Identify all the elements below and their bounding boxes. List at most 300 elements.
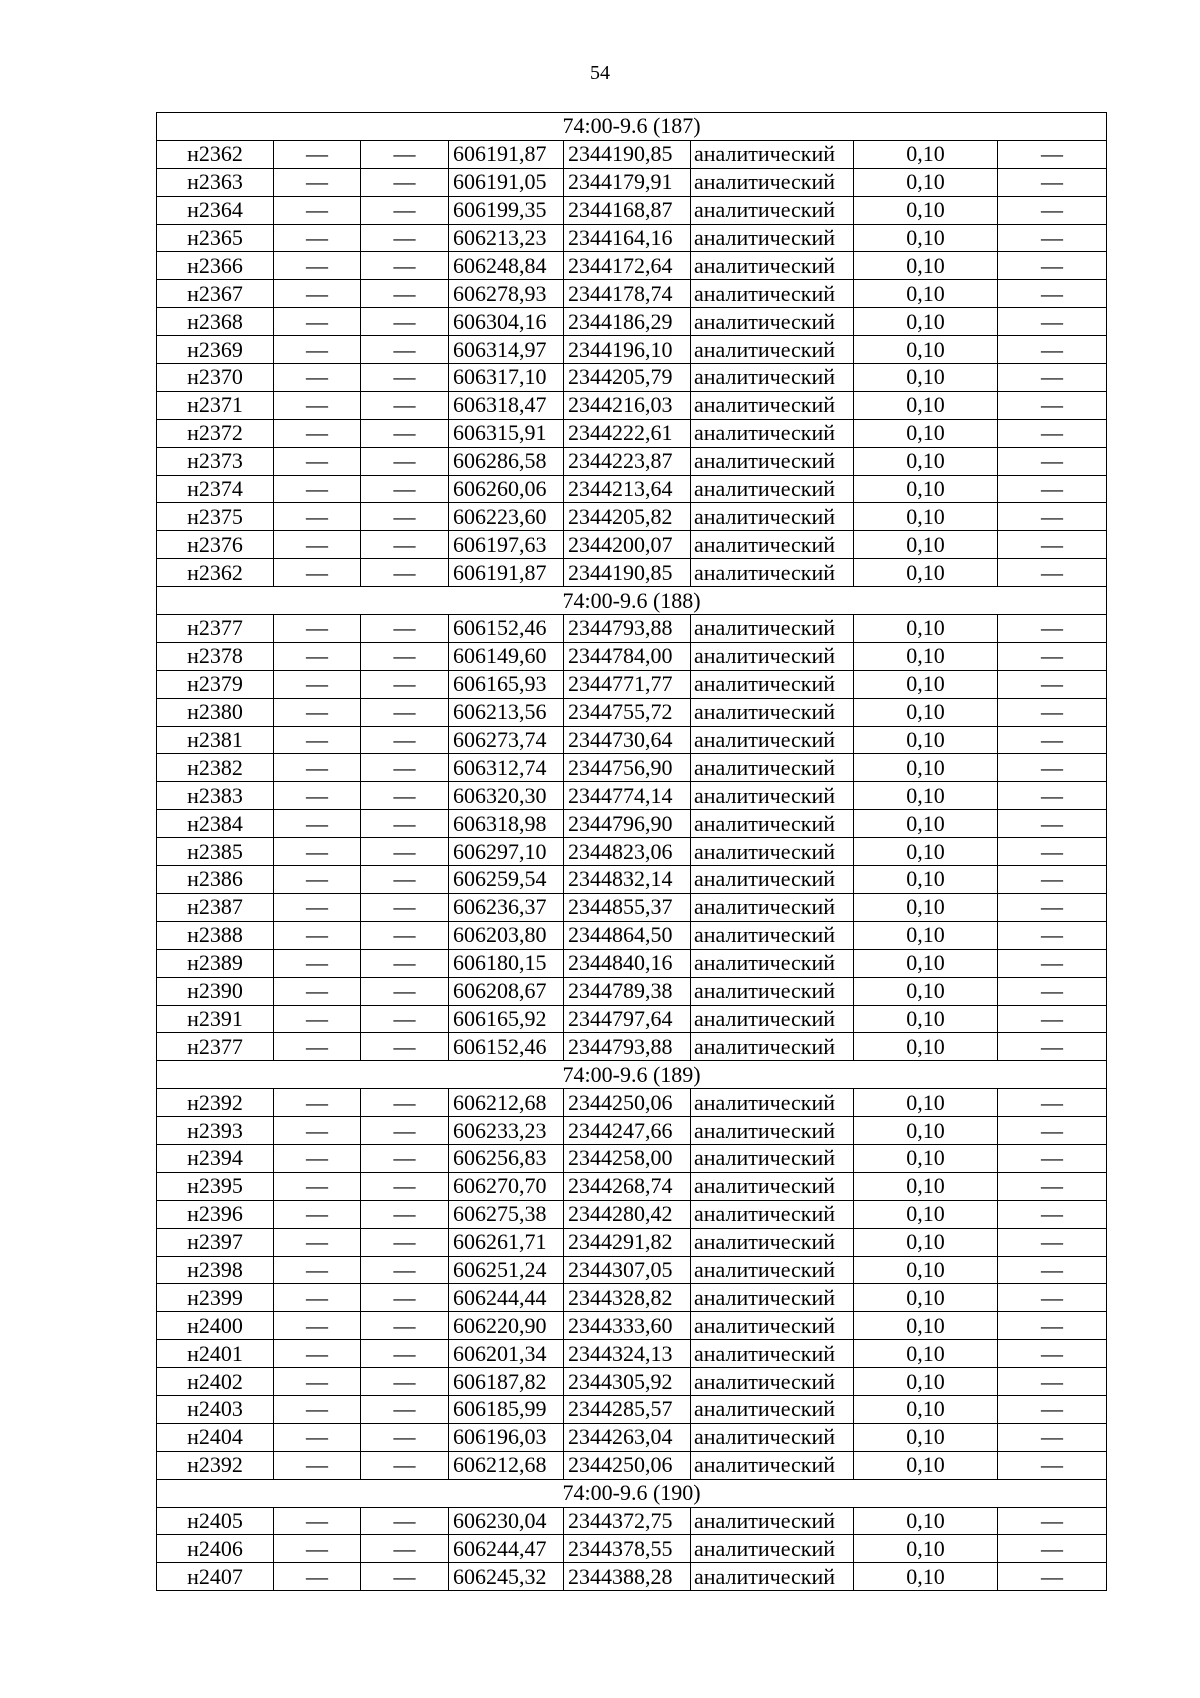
section-header-row (157, 1061, 1107, 1089)
accuracy-cell: 0,10 (854, 1200, 998, 1228)
dash-cell: — (274, 196, 361, 224)
x-coordinate-cell: 606236,37 (449, 893, 564, 921)
y-coordinate-cell: 2344280,42 (564, 1200, 691, 1228)
method-cell: аналитический (691, 949, 854, 977)
x-coordinate-cell: 606270,70 (449, 1172, 564, 1200)
dash-cell: — (998, 168, 1107, 196)
dash-cell: — (274, 1451, 361, 1479)
point-cell: н2370 (157, 364, 274, 392)
y-coordinate-cell: 2344864,50 (564, 921, 691, 949)
x-coordinate-cell: 606191,87 (449, 140, 564, 168)
dash-cell: — (361, 168, 449, 196)
y-coordinate-cell: 2344247,66 (564, 1117, 691, 1145)
accuracy-cell: 0,10 (854, 224, 998, 252)
point-cell: н2400 (157, 1312, 274, 1340)
dash-cell: — (998, 921, 1107, 949)
dash-cell: — (998, 419, 1107, 447)
y-coordinate-cell: 2344832,14 (564, 866, 691, 894)
accuracy-cell: 0,10 (854, 1144, 998, 1172)
point-cell: н2384 (157, 810, 274, 838)
table-row (157, 1395, 1107, 1423)
point-cell: н2386 (157, 866, 274, 894)
table-row (157, 503, 1107, 531)
dash-cell: — (998, 224, 1107, 252)
y-coordinate-cell: 2344784,00 (564, 642, 691, 670)
method-cell: аналитический (691, 838, 854, 866)
point-cell: н2362 (157, 559, 274, 587)
dash-cell: — (274, 1284, 361, 1312)
dash-cell: — (998, 1535, 1107, 1563)
dash-cell: — (274, 168, 361, 196)
table-row (157, 308, 1107, 336)
method-cell: аналитический (691, 280, 854, 308)
dash-cell: — (998, 503, 1107, 531)
dash-cell: — (998, 140, 1107, 168)
method-cell: аналитический (691, 447, 854, 475)
table-row (157, 1423, 1107, 1451)
dash-cell: — (274, 447, 361, 475)
dash-cell: — (274, 893, 361, 921)
dash-cell: — (998, 977, 1107, 1005)
accuracy-cell: 0,10 (854, 726, 998, 754)
method-cell: аналитический (691, 1033, 854, 1061)
dash-cell: — (998, 1228, 1107, 1256)
dash-cell: — (998, 447, 1107, 475)
dash-cell: — (998, 1423, 1107, 1451)
dash-cell: — (274, 503, 361, 531)
x-coordinate-cell: 606201,34 (449, 1340, 564, 1368)
dash-cell: — (998, 782, 1107, 810)
dash-cell: — (361, 615, 449, 643)
x-coordinate-cell: 606212,68 (449, 1089, 564, 1117)
dash-cell: — (274, 866, 361, 894)
dash-cell: — (361, 252, 449, 280)
x-coordinate-cell: 606260,06 (449, 475, 564, 503)
table-row (157, 1340, 1107, 1368)
dash-cell: — (274, 559, 361, 587)
accuracy-cell: 0,10 (854, 642, 998, 670)
table-row (157, 1089, 1107, 1117)
method-cell: аналитический (691, 1089, 854, 1117)
dash-cell: — (361, 810, 449, 838)
point-cell: н2367 (157, 280, 274, 308)
y-coordinate-cell: 2344190,85 (564, 559, 691, 587)
y-coordinate-cell: 2344200,07 (564, 531, 691, 559)
dash-cell: — (274, 140, 361, 168)
point-cell: н2377 (157, 1033, 274, 1061)
x-coordinate-cell: 606318,98 (449, 810, 564, 838)
dash-cell: — (361, 1423, 449, 1451)
point-cell: н2401 (157, 1340, 274, 1368)
x-coordinate-cell: 606180,15 (449, 949, 564, 977)
y-coordinate-cell: 2344756,90 (564, 754, 691, 782)
x-coordinate-cell: 606220,90 (449, 1312, 564, 1340)
x-coordinate-cell: 606191,87 (449, 559, 564, 587)
dash-cell: — (998, 1284, 1107, 1312)
dash-cell: — (361, 838, 449, 866)
x-coordinate-cell: 606187,82 (449, 1368, 564, 1396)
point-cell: н2372 (157, 419, 274, 447)
dash-cell: — (361, 1507, 449, 1535)
point-cell: н2406 (157, 1535, 274, 1563)
y-coordinate-cell: 2344793,88 (564, 1033, 691, 1061)
table-row (157, 336, 1107, 364)
x-coordinate-cell: 606197,63 (449, 531, 564, 559)
point-cell: н2362 (157, 140, 274, 168)
dash-cell: — (274, 782, 361, 810)
dash-cell: — (361, 726, 449, 754)
method-cell: аналитический (691, 1368, 854, 1396)
y-coordinate-cell: 2344258,00 (564, 1144, 691, 1172)
y-coordinate-cell: 2344213,64 (564, 475, 691, 503)
dash-cell: — (998, 1395, 1107, 1423)
dash-cell: — (361, 280, 449, 308)
point-cell: н2394 (157, 1144, 274, 1172)
accuracy-cell: 0,10 (854, 280, 998, 308)
dash-cell: — (361, 1089, 449, 1117)
accuracy-cell: 0,10 (854, 782, 998, 810)
dash-cell: — (274, 726, 361, 754)
point-cell: н2376 (157, 531, 274, 559)
table-row (157, 364, 1107, 392)
accuracy-cell: 0,10 (854, 364, 998, 392)
dash-cell: — (274, 280, 361, 308)
table-row (157, 1172, 1107, 1200)
dash-cell: — (998, 1368, 1107, 1396)
accuracy-cell: 0,10 (854, 1563, 998, 1591)
point-cell: н2377 (157, 615, 274, 643)
section-title: 74:00-9.6 (187) (157, 113, 1107, 141)
dash-cell: — (361, 1535, 449, 1563)
table-row (157, 642, 1107, 670)
accuracy-cell: 0,10 (854, 196, 998, 224)
y-coordinate-cell: 2344793,88 (564, 615, 691, 643)
point-cell: н2382 (157, 754, 274, 782)
x-coordinate-cell: 606304,16 (449, 308, 564, 336)
table-row (157, 140, 1107, 168)
dash-cell: — (361, 503, 449, 531)
x-coordinate-cell: 606212,68 (449, 1451, 564, 1479)
dash-cell: — (274, 252, 361, 280)
y-coordinate-cell: 2344186,29 (564, 308, 691, 336)
dash-cell: — (361, 391, 449, 419)
method-cell: аналитический (691, 475, 854, 503)
method-cell: аналитический (691, 1507, 854, 1535)
dash-cell: — (274, 1200, 361, 1228)
dash-cell: — (998, 866, 1107, 894)
point-cell: н2364 (157, 196, 274, 224)
point-cell: н2399 (157, 1284, 274, 1312)
dash-cell: — (361, 1228, 449, 1256)
point-cell: н2380 (157, 698, 274, 726)
x-coordinate-cell: 606318,47 (449, 391, 564, 419)
table-body (157, 113, 1107, 1591)
dash-cell: — (361, 1284, 449, 1312)
dash-cell: — (361, 364, 449, 392)
y-coordinate-cell: 2344328,82 (564, 1284, 691, 1312)
section-header-row (157, 1479, 1107, 1507)
dash-cell: — (274, 1395, 361, 1423)
x-coordinate-cell: 606152,46 (449, 615, 564, 643)
method-cell: аналитический (691, 1144, 854, 1172)
point-cell: н2407 (157, 1563, 274, 1591)
method-cell: аналитический (691, 977, 854, 1005)
dash-cell: — (998, 1144, 1107, 1172)
x-coordinate-cell: 606259,54 (449, 866, 564, 894)
y-coordinate-cell: 2344796,90 (564, 810, 691, 838)
dash-cell: — (998, 1033, 1107, 1061)
dash-cell: — (274, 615, 361, 643)
x-coordinate-cell: 606165,93 (449, 670, 564, 698)
dash-cell: — (998, 1005, 1107, 1033)
dash-cell: — (998, 1451, 1107, 1479)
point-cell: н2374 (157, 475, 274, 503)
dash-cell: — (274, 642, 361, 670)
dash-cell: — (998, 252, 1107, 280)
dash-cell: — (274, 1144, 361, 1172)
x-coordinate-cell: 606278,93 (449, 280, 564, 308)
dash-cell: — (274, 1340, 361, 1368)
dash-cell: — (274, 1033, 361, 1061)
method-cell: аналитический (691, 503, 854, 531)
table-row (157, 391, 1107, 419)
accuracy-cell: 0,10 (854, 447, 998, 475)
y-coordinate-cell: 2344307,05 (564, 1256, 691, 1284)
y-coordinate-cell: 2344840,16 (564, 949, 691, 977)
coordinates-table (156, 112, 1107, 1591)
table-row (157, 670, 1107, 698)
accuracy-cell: 0,10 (854, 921, 998, 949)
point-cell: н2396 (157, 1200, 274, 1228)
dash-cell: — (361, 977, 449, 1005)
method-cell: аналитический (691, 196, 854, 224)
method-cell: аналитический (691, 531, 854, 559)
method-cell: аналитический (691, 168, 854, 196)
point-cell: н2383 (157, 782, 274, 810)
dash-cell: — (998, 1312, 1107, 1340)
point-cell: н2375 (157, 503, 274, 531)
y-coordinate-cell: 2344250,06 (564, 1451, 691, 1479)
x-coordinate-cell: 606152,46 (449, 1033, 564, 1061)
table-row (157, 1535, 1107, 1563)
dash-cell: — (361, 1256, 449, 1284)
accuracy-cell: 0,10 (854, 531, 998, 559)
accuracy-cell: 0,10 (854, 1172, 998, 1200)
method-cell: аналитический (691, 754, 854, 782)
section-header-row (157, 113, 1107, 141)
dash-cell: — (361, 754, 449, 782)
dash-cell: — (361, 419, 449, 447)
dash-cell: — (998, 196, 1107, 224)
dash-cell: — (998, 1089, 1107, 1117)
dash-cell: — (361, 921, 449, 949)
point-cell: н2368 (157, 308, 274, 336)
table-row (157, 168, 1107, 196)
method-cell: аналитический (691, 1284, 854, 1312)
x-coordinate-cell: 606213,23 (449, 224, 564, 252)
dash-cell: — (998, 615, 1107, 643)
method-cell: аналитический (691, 921, 854, 949)
accuracy-cell: 0,10 (854, 810, 998, 838)
x-coordinate-cell: 606273,74 (449, 726, 564, 754)
accuracy-cell: 0,10 (854, 1033, 998, 1061)
accuracy-cell: 0,10 (854, 252, 998, 280)
table-row (157, 1451, 1107, 1479)
accuracy-cell: 0,10 (854, 1228, 998, 1256)
y-coordinate-cell: 2344190,85 (564, 140, 691, 168)
dash-cell: — (361, 475, 449, 503)
dash-cell: — (274, 224, 361, 252)
dash-cell: — (998, 364, 1107, 392)
dash-cell: — (274, 308, 361, 336)
method-cell: аналитический (691, 1451, 854, 1479)
x-coordinate-cell: 606208,67 (449, 977, 564, 1005)
accuracy-cell: 0,10 (854, 1312, 998, 1340)
dash-cell: — (361, 1312, 449, 1340)
dash-cell: — (998, 838, 1107, 866)
table-row (157, 1228, 1107, 1256)
accuracy-cell: 0,10 (854, 866, 998, 894)
y-coordinate-cell: 2344223,87 (564, 447, 691, 475)
table-row (157, 949, 1107, 977)
y-coordinate-cell: 2344205,82 (564, 503, 691, 531)
dash-cell: — (274, 1423, 361, 1451)
dash-cell: — (361, 866, 449, 894)
table-row (157, 475, 1107, 503)
dash-cell: — (361, 336, 449, 364)
x-coordinate-cell: 606223,60 (449, 503, 564, 531)
accuracy-cell: 0,10 (854, 670, 998, 698)
y-coordinate-cell: 2344222,61 (564, 419, 691, 447)
y-coordinate-cell: 2344179,91 (564, 168, 691, 196)
point-cell: н2404 (157, 1423, 274, 1451)
dash-cell: — (361, 1340, 449, 1368)
section-title: 74:00-9.6 (190) (157, 1479, 1107, 1507)
dash-cell: — (361, 1451, 449, 1479)
x-coordinate-cell: 606165,92 (449, 1005, 564, 1033)
dash-cell: — (274, 364, 361, 392)
x-coordinate-cell: 606297,10 (449, 838, 564, 866)
section-title: 74:00-9.6 (189) (157, 1061, 1107, 1089)
dash-cell: — (998, 531, 1107, 559)
dash-cell: — (274, 391, 361, 419)
dash-cell: — (998, 698, 1107, 726)
x-coordinate-cell: 606244,44 (449, 1284, 564, 1312)
y-coordinate-cell: 2344797,64 (564, 1005, 691, 1033)
dash-cell: — (998, 1563, 1107, 1591)
dash-cell: — (361, 1200, 449, 1228)
dash-cell: — (361, 670, 449, 698)
point-cell: н2398 (157, 1256, 274, 1284)
y-coordinate-cell: 2344388,28 (564, 1563, 691, 1591)
method-cell: аналитический (691, 1005, 854, 1033)
dash-cell: — (998, 475, 1107, 503)
dash-cell: — (998, 893, 1107, 921)
method-cell: аналитический (691, 252, 854, 280)
accuracy-cell: 0,10 (854, 1284, 998, 1312)
accuracy-cell: 0,10 (854, 1535, 998, 1563)
table-row (157, 754, 1107, 782)
dash-cell: — (998, 1340, 1107, 1368)
point-cell: н2397 (157, 1228, 274, 1256)
accuracy-cell: 0,10 (854, 1256, 998, 1284)
dash-cell: — (998, 1172, 1107, 1200)
method-cell: аналитический (691, 1117, 854, 1145)
point-cell: н2387 (157, 893, 274, 921)
method-cell: аналитический (691, 419, 854, 447)
accuracy-cell: 0,10 (854, 140, 998, 168)
x-coordinate-cell: 606275,38 (449, 1200, 564, 1228)
accuracy-cell: 0,10 (854, 949, 998, 977)
method-cell: аналитический (691, 1256, 854, 1284)
table-row (157, 726, 1107, 754)
point-cell: н2369 (157, 336, 274, 364)
dash-cell: — (274, 921, 361, 949)
dash-cell: — (998, 949, 1107, 977)
point-cell: н2405 (157, 1507, 274, 1535)
accuracy-cell: 0,10 (854, 419, 998, 447)
dash-cell: — (361, 1395, 449, 1423)
dash-cell: — (998, 754, 1107, 782)
accuracy-cell: 0,10 (854, 615, 998, 643)
y-coordinate-cell: 2344823,06 (564, 838, 691, 866)
table-row (157, 698, 1107, 726)
method-cell: аналитический (691, 391, 854, 419)
table-row (157, 1563, 1107, 1591)
method-cell: аналитический (691, 336, 854, 364)
table-row (157, 810, 1107, 838)
y-coordinate-cell: 2344789,38 (564, 977, 691, 1005)
y-coordinate-cell: 2344250,06 (564, 1089, 691, 1117)
accuracy-cell: 0,10 (854, 503, 998, 531)
x-coordinate-cell: 606317,10 (449, 364, 564, 392)
method-cell: аналитический (691, 1228, 854, 1256)
method-cell: аналитический (691, 893, 854, 921)
dash-cell: — (274, 1005, 361, 1033)
x-coordinate-cell: 606230,04 (449, 1507, 564, 1535)
x-coordinate-cell: 606199,35 (449, 196, 564, 224)
dash-cell: — (274, 1228, 361, 1256)
dash-cell: — (998, 559, 1107, 587)
method-cell: аналитический (691, 726, 854, 754)
dash-cell: — (361, 140, 449, 168)
dash-cell: — (998, 336, 1107, 364)
x-coordinate-cell: 606196,03 (449, 1423, 564, 1451)
x-coordinate-cell: 606245,32 (449, 1563, 564, 1591)
table-row (157, 977, 1107, 1005)
point-cell: н2395 (157, 1172, 274, 1200)
table-row (157, 280, 1107, 308)
table-row (157, 224, 1107, 252)
dash-cell: — (274, 754, 361, 782)
table-row (157, 447, 1107, 475)
table-row (157, 893, 1107, 921)
x-coordinate-cell: 606286,58 (449, 447, 564, 475)
method-cell: аналитический (691, 308, 854, 336)
table-row (157, 1368, 1107, 1396)
x-coordinate-cell: 606185,99 (449, 1395, 564, 1423)
point-cell: н2392 (157, 1451, 274, 1479)
method-cell: аналитический (691, 642, 854, 670)
section-header-row (157, 587, 1107, 615)
method-cell: аналитический (691, 1172, 854, 1200)
x-coordinate-cell: 606315,91 (449, 419, 564, 447)
table-row (157, 1117, 1107, 1145)
point-cell: н2378 (157, 642, 274, 670)
accuracy-cell: 0,10 (854, 893, 998, 921)
dash-cell: — (274, 1312, 361, 1340)
point-cell: н2371 (157, 391, 274, 419)
